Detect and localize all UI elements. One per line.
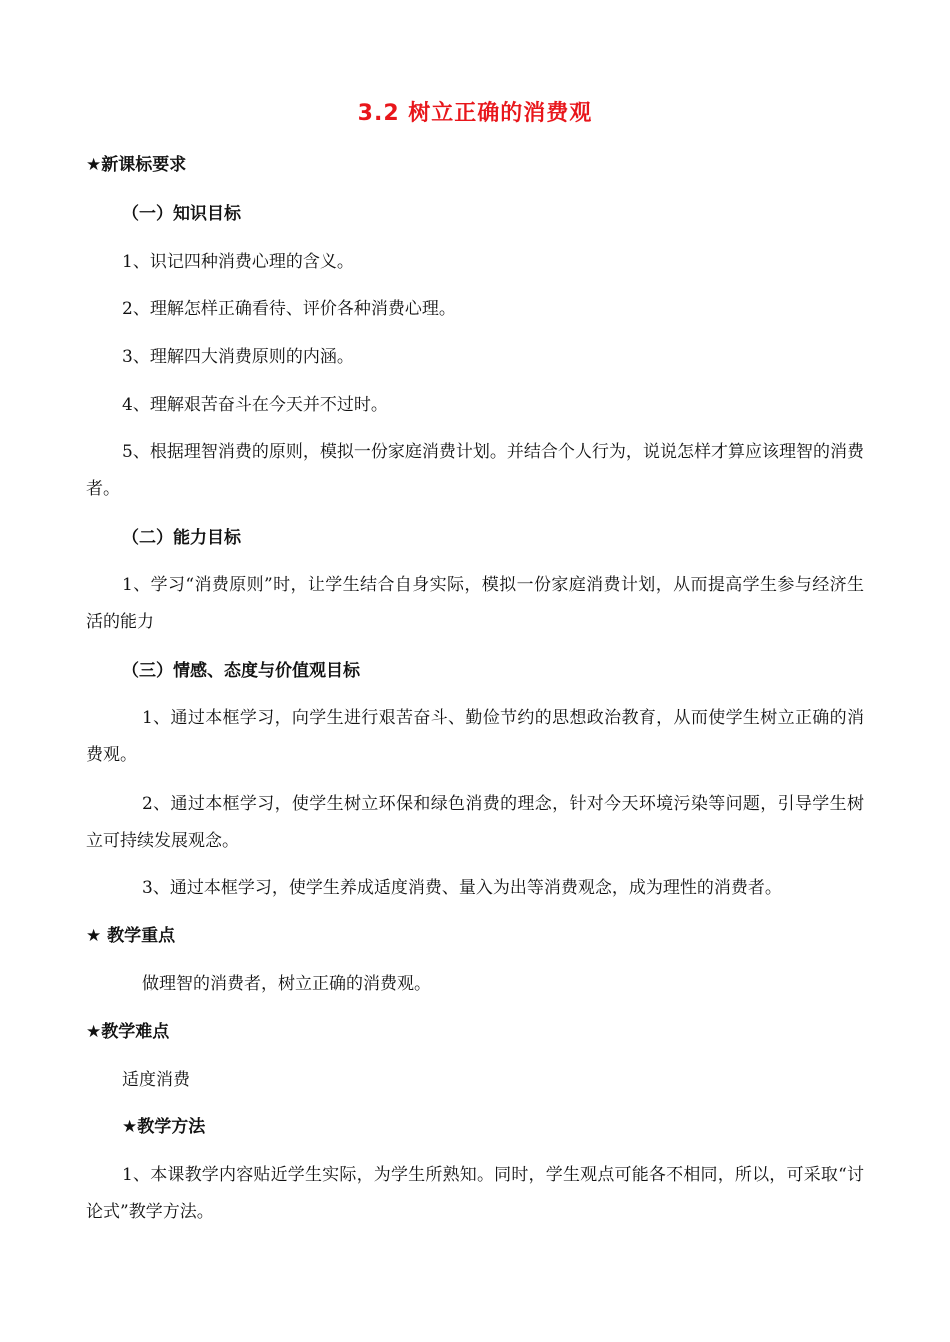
difficulty-heading: ★教学难点 <box>86 1022 170 1042</box>
values-item-2: 2、通过本框学习，使学生树立环保和绿色消费的理念，针对今天环境污染等问题，引导学生树立可持续发展观念。 <box>86 794 864 851</box>
knowledge-heading: （一）知识目标 <box>122 204 241 224</box>
values-item-1: 1、通过本框学习，向学生进行艰苦奋斗、勤俭节约的思想政治教育，从而使学生树立正确的消费观。 <box>86 708 864 765</box>
knowledge-item-2: 2、理解怎样正确看待、评价各种消费心理。 <box>122 299 456 319</box>
page-title: 3.2 树立正确的消费观 <box>357 101 593 126</box>
method-heading: ★教学方法 <box>122 1117 206 1137</box>
knowledge-item-3: 3、理解四大消费原则的内涵。 <box>122 347 354 367</box>
key-point-heading: ★ 教学重点 <box>86 926 176 946</box>
method-item-1: 1、本课教学内容贴近学生实际，为学生所熟知。同时，学生观点可能各不相同，所以，可采取“讨论式”教学方法。 <box>86 1165 864 1222</box>
knowledge-item-5: 5、根据理智消费的原则，模拟一份家庭消费计划。并结合个人行为，说说怎样才算应该理智的消费者。 <box>86 442 864 499</box>
difficulty-text: 适度消费 <box>122 1070 190 1090</box>
values-item-3: 3、通过本框学习，使学生养成适度消费、量入为出等消费观念，成为理性的消费者。 <box>142 878 782 898</box>
values-heading: （三）情感、态度与价值观目标 <box>122 661 360 681</box>
ability-heading: （二）能力目标 <box>122 528 241 548</box>
ability-item-1: 1、学习“消费原则”时，让学生结合自身实际，模拟一份家庭消费计划，从而提高学生参与经济生活的能力 <box>86 575 864 632</box>
key-point-text: 做理智的消费者，树立正确的消费观。 <box>142 974 431 994</box>
knowledge-item-1: 1、识记四种消费心理的含义。 <box>122 252 354 272</box>
curriculum-heading: ★新课标要求 <box>86 155 187 175</box>
knowledge-item-4: 4、理解艰苦奋斗在今天并不过时。 <box>122 395 388 415</box>
